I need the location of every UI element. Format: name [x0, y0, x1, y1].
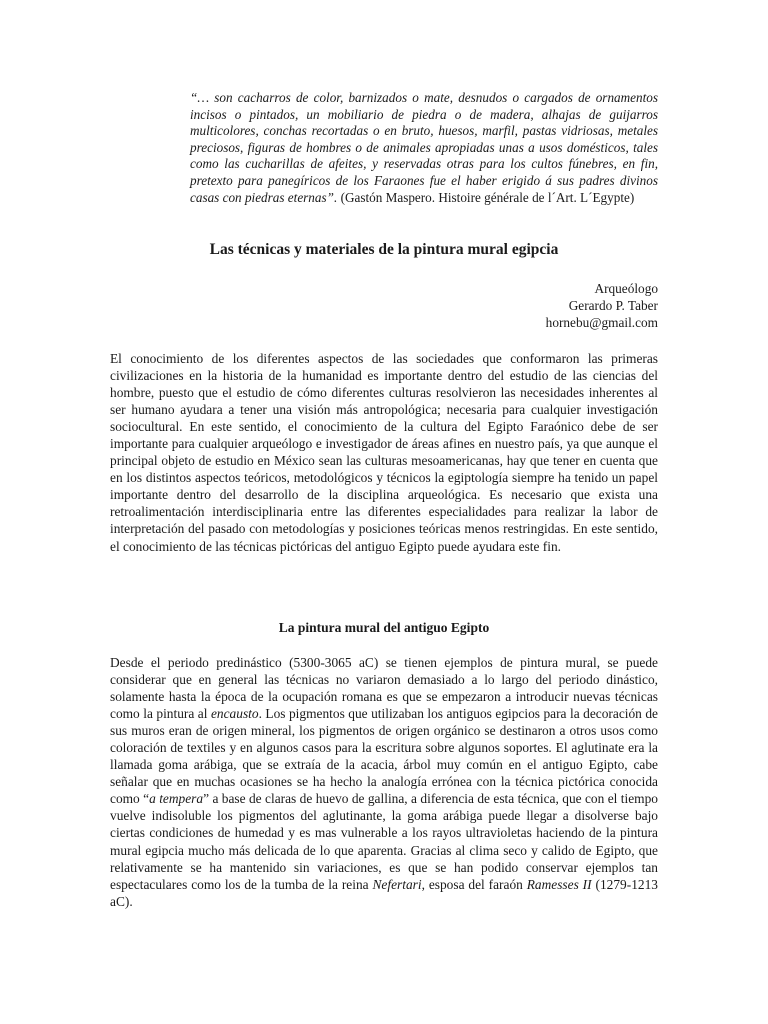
quote-citation: (Gastón Maspero. Histoire générale de l´Art. L´Egypte)	[337, 189, 635, 205]
epigraph-quote	[190, 90, 658, 206]
name-nefertari: Nefertari	[372, 876, 422, 892]
section-title: La pintura mural del antiguo Egipto	[278, 620, 490, 635]
article-title: Las técnicas y materiales de la pintura mural egipcia	[209, 241, 559, 258]
paragraph-text: Desde el periodo predinástico (5300-3065 aC) se tienen ejemplos de pintura mural, se puede considerar que en general las técnicas no variaron demasiado a lo largo del periodo dinástico, solamente hasta la época de la ocupación romana es que se empezaron a introducir nuevas técnicas como la pintura al	[110, 655, 658, 722]
author-block	[546, 280, 658, 331]
paragraph-text: , esposa del faraón	[421, 876, 527, 892]
term-encausto: encausto	[210, 706, 259, 722]
author-role: Arqueólogo	[594, 281, 658, 296]
name-ramesses: Ramesses II	[526, 876, 592, 892]
body-paragraph	[110, 654, 658, 910]
quote-text: “… son cacharros de color, barnizados o mate, desnudos o cargados de ornamentos incisos o pintados, un mobiliario de piedra o de madera, alhajas de guijarros multicolores, conchas recortadas o en bruto, huesos, marfil, pastas vidriosas, metales preciosos, figuras de hombres o de animales apropiadas unas a usos domésticos, tales como las cucharillas de afeites, y reservadas otras para los cultos fúnebres, en fin, pretexto para panegíricos de los Faraones fue el haber erigido á sus padres divinos casas con piedras eternas”.	[190, 90, 658, 205]
term-tempera: a tempera	[149, 791, 204, 807]
author-email: hornebu@gmail.com	[545, 315, 658, 330]
paragraph-text: (1279-1213 aC).	[110, 876, 658, 909]
paragraph-text: ” a base de claras de huevo de gallina, a diferencia de esta técnica, que con el tiempo vuelve indisoluble los pigmentos del aglutinante, la goma arábiga puede llegar a disolverse bajo ciertas condiciones de humedad y es mas vulnerable a los rayos ultravioletas haciendo de la pintura mural egipcia mucho más delicada de lo que aparenta. Gracias al clima seco y calido de Egipto, que relativamente se ha mantenido sin variaciones, es que se han podido conservar ejemplos tan espectaculares como los de la tumba de la reina	[110, 791, 658, 892]
paragraph-text: . Los pigmentos que utilizaban los antiguos egipcios para la decoración de sus muros eran de origen mineral, los pigmentos de origen orgánico se destinaron a otros usos como coloración de textiles y en algunos casos para la escritura sobre algunos soportes. El aglutinate era la llamada goma arábiga, que se extraía de la acacia, árbol muy común en el antiguo Egipto, cabe señalar que en muchas ocasiones se ha hecho la analogía errónea con la técnica pictórica conocida como “	[110, 706, 659, 807]
intro-paragraph: El conocimiento de los diferentes aspectos de las sociedades que conformaron las primeras civilizaciones en la historia de la humanidad es importante dentro del estudio de las ciencias del hombre, puesto que el estudio de cómo diferentes culturas resolvieron las necesidades inherentes al ser humano ayudara a tener una visión más antropológica; necesaria para cualquier investigación sociocultural. En este sentido, el conocimiento de la cultura del Egipto Faraónico debe de ser importante para cualquier arqueólogo e investigador de áreas afines en nuestro país, ya que aunque el principal objeto de estudio en México sean las culturas mesoamericanas, hay que tener en cuenta que en los distintos aspectos teóricos, metodológicos y técnicos la egiptología siempre ha tenido un papel importante dentro del desarrollo de la disciplina arqueológica. Es necesario que exista una retroalimentación interdisciplinaria entre las diferentes especialidades para realizar la labor de interpretación del pasado con metodologías y posiciones teóricas menos restringidas. En este sentido, el conocimiento de las técnicas pictóricas del antiguo Egipto puede ayudara este fin.	[110, 351, 658, 554]
author-name: Gerardo P. Taber	[568, 298, 658, 313]
